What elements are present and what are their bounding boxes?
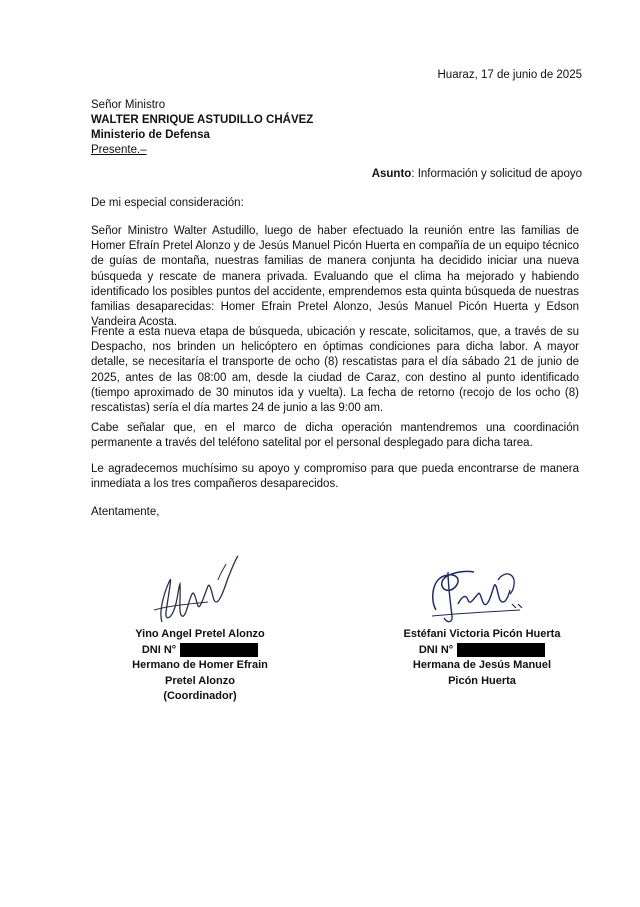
addressee-organization: Ministerio de Defensa [91, 129, 210, 141]
addressee-block [91, 98, 313, 158]
redacted-dni [180, 643, 258, 657]
dni-row [100, 643, 300, 659]
signer-block-2 [362, 627, 602, 689]
dni-label: DNI N° [141, 643, 177, 656]
subject-label: Asunto [371, 168, 412, 180]
handwritten-signature-1 [148, 550, 248, 635]
signer-relation: Hermana de Jesús Manuel [412, 659, 552, 671]
paragraph-1: Señor Ministro Walter Astudillo, luego de haber efectuado la reunión entre las familias de Homer Efraín Pretel Alonzo y de Jesús Manuel Picón Huerta en compañía de un equipo técnico de guías de montaña, nuestras familias de manera conjunta ha decidido iniciar una nueva búsqueda y rescate de manera privada. Evaluando que el clima ha mejorado y habiendo identificado los posibles puntos del accidente, emprendemos esta quinta búsqueda de nuestras familias desaparecidas: Homer Efrain Pretel Alonzo, Jesús Manuel Picón Huerta y Edson Vandeira Acosta. [91, 225, 579, 329]
dni-row [362, 643, 602, 659]
paragraph-4: Le agradecemos muchísimo su apoyo y compromiso para que pueda encontrarse de manera inmediata a los tres compañeros desaparecidos. [91, 463, 579, 491]
signer-relation: Hermano de Homer Efrain [132, 659, 268, 671]
subject-line [372, 168, 582, 180]
redacted-dni [457, 643, 545, 657]
addressee-name: WALTER ENRIQUE ASTUDILLO CHÁVEZ [91, 114, 314, 126]
signer-name: Estéfani Victoria Picón Huerta [403, 628, 561, 640]
letter-date: Huaraz, 17 de junio de 2025 [437, 69, 582, 81]
closing: Atentamente, [91, 506, 160, 518]
addressee-title: Señor Ministro [91, 99, 166, 111]
signer-name: Yino Angel Pretel Alonzo [135, 628, 265, 640]
handwritten-signature-2 [422, 560, 532, 630]
signer-relation-2: Picón Huerta [448, 674, 516, 687]
dni-label: DNI N° [418, 643, 454, 656]
addressee-presente: Presente.– [91, 144, 147, 156]
subject-text: : Información y solicitud de apoyo [411, 168, 582, 180]
salutation: De mi especial consideración: [91, 197, 244, 209]
signer-block-1 [100, 627, 300, 705]
signer-role: (Coordinador) [163, 690, 237, 702]
paragraph-3: Cabe señalar que, en el marco de dicha operación mantendremos una coordinación permanente a través del teléfono satelital por el personal desplegado para dicha tarea. [91, 422, 579, 450]
paragraph-2: Frente a esta nueva etapa de búsqueda, ubicación y rescate, solicitamos, que, a través de su Despacho, nos brinden un helicóptero en óptimas condiciones para dicha labor. A mayor detalle, se necesitaría el transporte de ocho (8) rescatistas para el día sábado 21 de junio de 2025, antes de las 08:00 am, desde la ciudad de Caraz, con destino al punto identificado (tiempo aproximado de 30 minutos ida y vuelta). La fecha de retorno (recojo de los ocho (8) rescatistas) sería el día martes 24 de junio a las 9:00 am. [91, 326, 579, 415]
signer-relation-2: Pretel Alonzo [165, 674, 235, 687]
